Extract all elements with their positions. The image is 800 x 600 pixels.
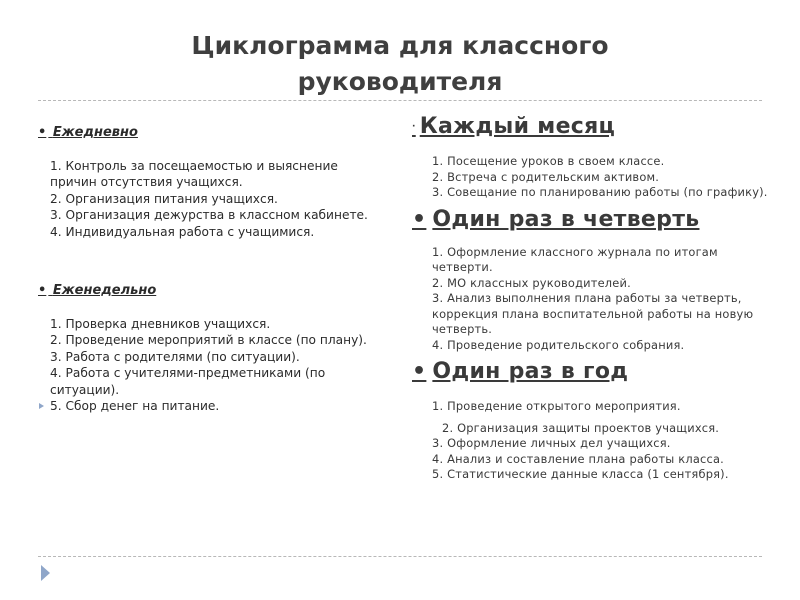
yearly-list xyxy=(432,399,772,483)
list-item-text: 5. Сбор денег на питание. xyxy=(50,399,220,414)
bottom-divider xyxy=(38,556,762,557)
yearly-bullet: • xyxy=(412,359,427,384)
monthly-list xyxy=(432,154,772,201)
list-item: 3. Анализ выполнения плана работы за четверть, коррекция плана воспитательной работы на новую четверть. xyxy=(432,291,754,336)
daily-list xyxy=(50,158,378,240)
list-item xyxy=(50,398,378,414)
quarterly-heading-text: Один раз в четверть xyxy=(432,206,700,232)
left-column xyxy=(38,124,378,414)
list-item: 2. Организация питания учащихся. xyxy=(50,191,278,206)
top-divider xyxy=(38,100,762,101)
list-item: 2. Встреча с родительским активом. xyxy=(432,169,660,184)
yearly-heading-text: Один раз в год xyxy=(432,359,629,384)
list-item: 3. Совещание по планированию работы (по графику). xyxy=(432,185,768,199)
daily-heading-text: Ежедневно xyxy=(52,125,138,140)
daily-heading xyxy=(38,124,378,142)
quarterly-list xyxy=(432,245,772,354)
monthly-heading xyxy=(412,112,772,142)
list-item: 4. Анализ и составление плана работы класса. xyxy=(432,451,724,466)
slide-title xyxy=(0,28,800,100)
monthly-heading-text: Каждый месяц xyxy=(419,114,616,139)
list-item: 2. Организация защиты проектов учащихся. xyxy=(442,420,720,435)
monthly-bullet: · xyxy=(412,122,416,132)
weekly-heading xyxy=(38,282,378,300)
quarterly-bullet: • xyxy=(412,206,427,232)
weekly-list xyxy=(50,316,378,414)
triangle-right-icon xyxy=(39,403,44,409)
list-item: 3. Организация дежурства в классном кабинете. xyxy=(50,208,368,223)
list-item: 1. Посещение уроков в своем классе. xyxy=(432,154,665,168)
list-item: 1. Проверка дневников учащихся. xyxy=(50,317,271,332)
list-item: 2. МО классных руководителей. xyxy=(432,275,631,290)
weekly-bullet: • xyxy=(38,283,47,299)
daily-bullet: • xyxy=(38,125,47,140)
list-item: 1. Контроль за посещаемостью и выяснение причин отсутствия учащихся. xyxy=(50,159,338,190)
right-column xyxy=(412,112,772,483)
weekly-heading-text: Еженедельно xyxy=(52,283,157,299)
list-item: 1. Оформление классного журнала по итогам четверти. xyxy=(432,244,718,274)
quarterly-heading xyxy=(412,205,772,235)
list-item: 3. Оформление личных дел учащихся. xyxy=(432,436,671,450)
list-item: 1. Проведение открытого мероприятия. xyxy=(432,399,681,413)
yearly-heading xyxy=(412,357,772,387)
list-item: 4. Работа с учителями-предметниками (по ситуации). xyxy=(50,366,326,397)
triangle-right-icon xyxy=(41,565,50,581)
title-line-1: Циклограмма для классного xyxy=(191,31,609,60)
list-item: 4. Проведение родительского собрания. xyxy=(432,337,685,352)
list-item: 3. Работа с родителями (по ситуации). xyxy=(50,349,300,364)
list-item: 4. Индивидуальная работа с учащимися. xyxy=(50,224,315,239)
list-item: 2. Проведение мероприятий в классе (по плану). xyxy=(50,333,367,348)
title-line-2: руководителя xyxy=(297,67,503,96)
list-item: 5. Статистические данные класса (1 сентября). xyxy=(432,467,729,481)
